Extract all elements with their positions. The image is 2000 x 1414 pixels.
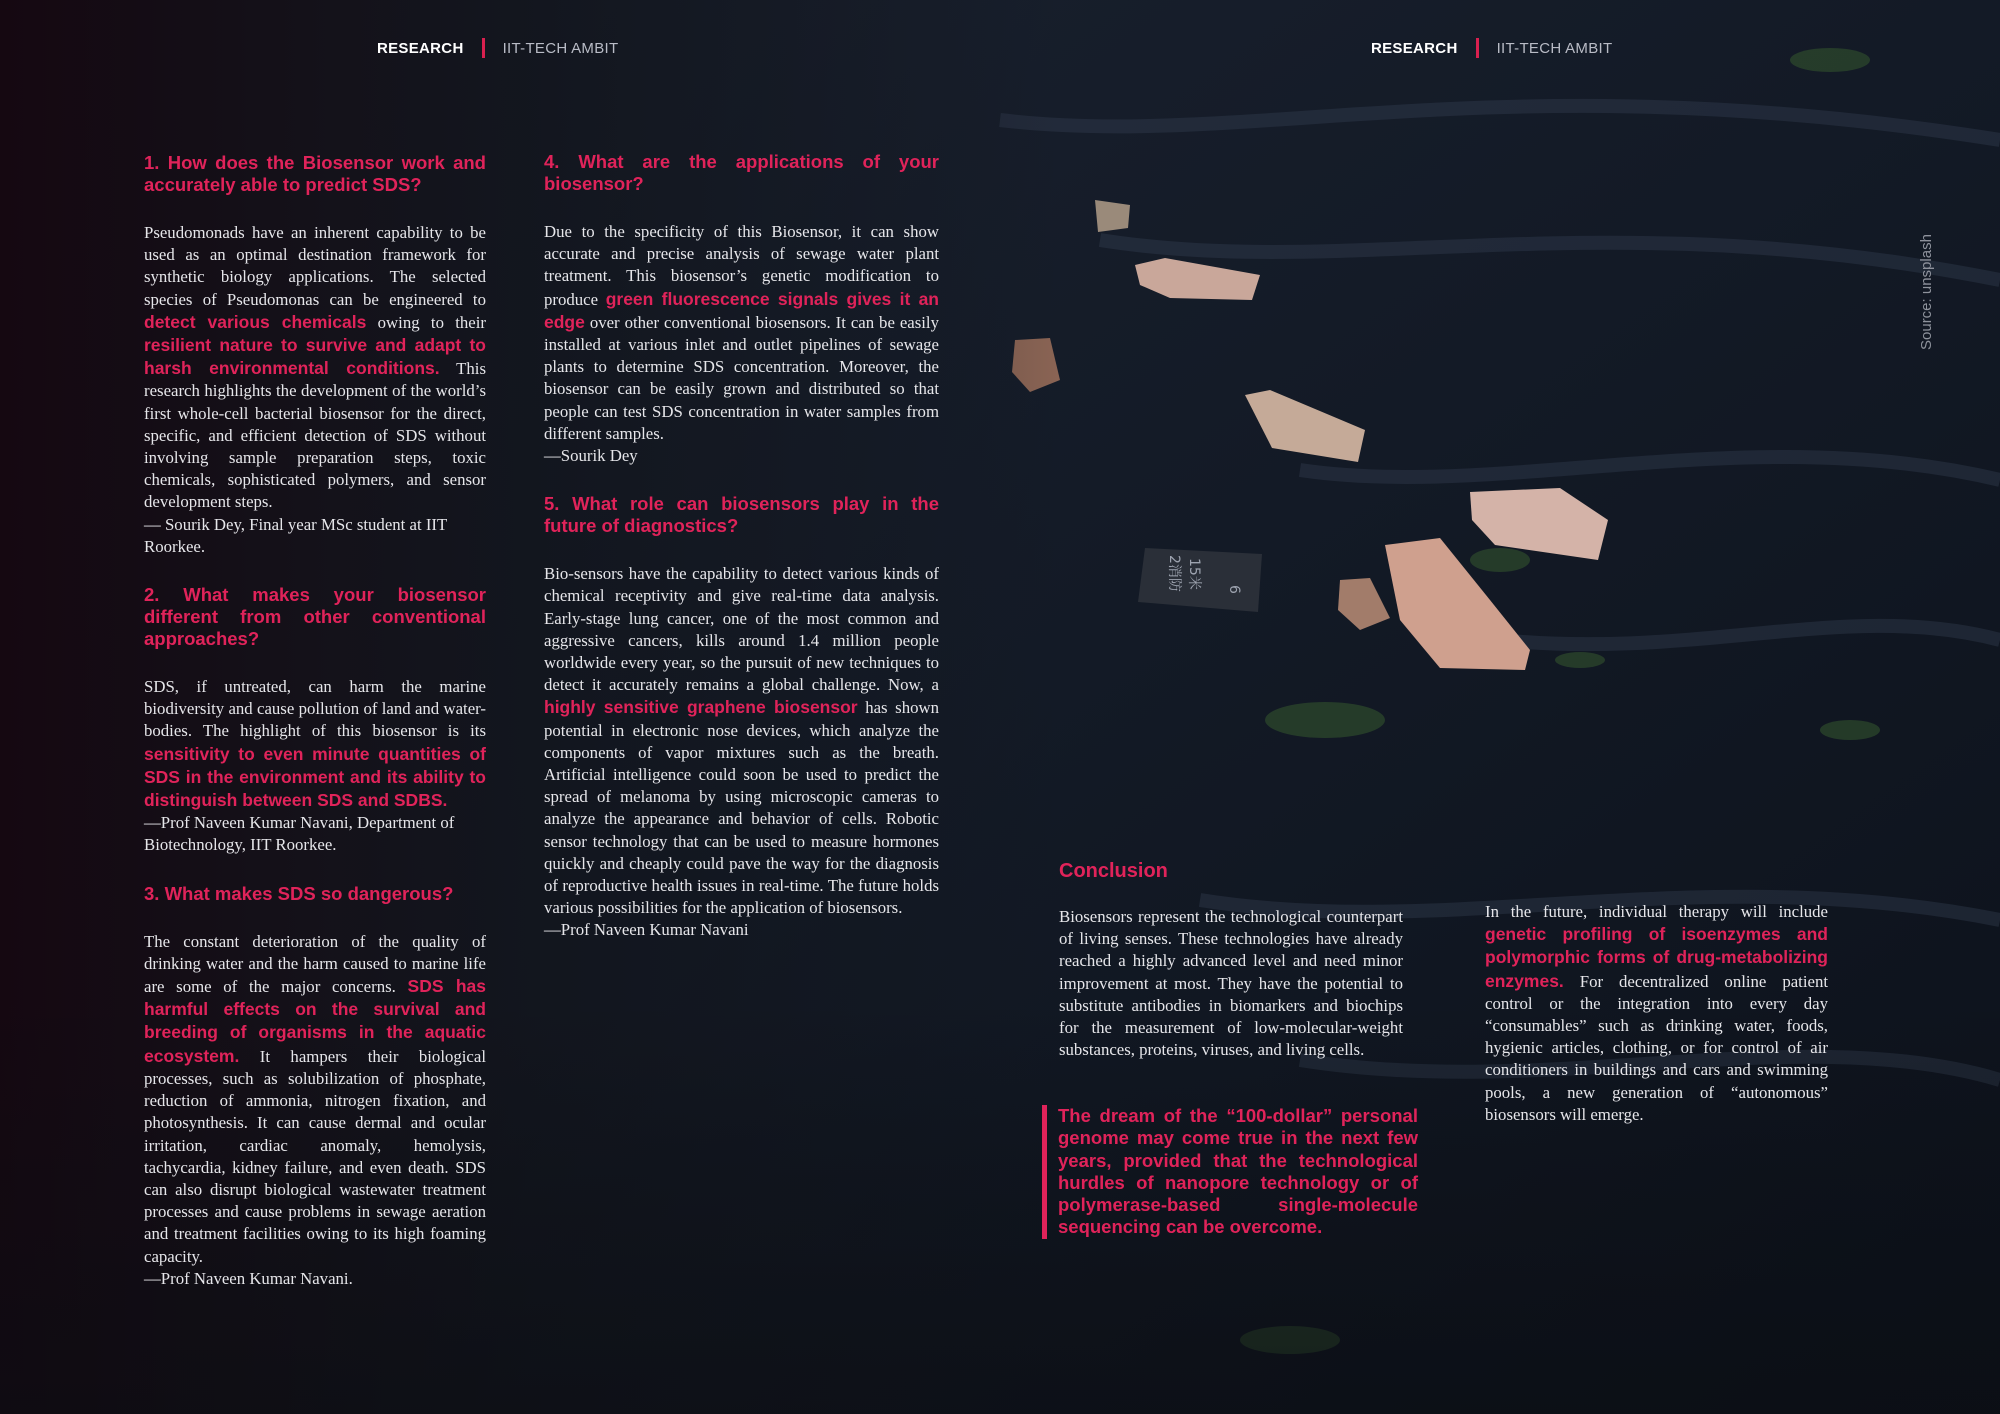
attribution: —Prof Naveen Kumar Navani, Department of Biotechnology, IIT Roorkee. (144, 813, 455, 855)
answer-4: Due to the specificity of this Biosensor, it can show accurate and precise analysis of sewage water plant treatment. This biosensor’s genetic modification to produce green fluorescence signals gives it an edge over other conventional biosensors. It can be easily installed at various inlet and outlet pipelines of sewage plants to determine SDS concentration. Moreover, the biosensor can be easily grown and distributed so that people can test SDS concentration in water samples from different samples. —Sourik Dey (544, 221, 939, 467)
sign-line1: 15米 (1186, 558, 1202, 590)
section-label: RESEARCH (1371, 39, 1458, 57)
attribution: — Sourik Dey, Final year MSc student at IIT Roorkee. (144, 514, 447, 556)
attribution: —Prof Naveen Kumar Navani. (144, 1268, 353, 1288)
sign-line2: 2消防 (1166, 555, 1182, 592)
magazine-name: IIT-TECH AMBIT (502, 39, 619, 57)
highlight: highly sensitive graphene biosensor (544, 697, 858, 718)
highlight: resilient nature to survive and adapt to harsh environmental conditions. (144, 335, 486, 379)
sign-number: 6 (1226, 585, 1242, 594)
magazine-name: IIT-TECH AMBIT (1496, 39, 1613, 57)
highlight: SDS has harmful effects on the survival and breeding of organisms in the aquatic ecosystem. (144, 976, 487, 1066)
attribution: —Sourik Dey (544, 446, 638, 466)
attribution: —Prof Naveen Kumar Navani (544, 920, 749, 940)
answer-5: Bio-sensors have the capability to detect various kinds of chemical receptivity and give real-time data analysis. Early-stage lung cancer, one of the most common and aggressive cancers, kills around 1.4 million people worldwide every year, so the pursuit of new techniques to detect it accurately remains a global challenge. Now, a highly sensitive graphene biosensor has shown potential in electronic nose devices, which analyze the components of vapor mixtures such as the breath. Artificial intelligence could soon be used to predict the spread of melanoma by using microscopic cameras to analyze the appearance and behavior of cells. Robotic sensor technology that can be used to measure hormones quickly and cheaply could pave the way for the diagnosis of reproductive health issues in real-time. The future holds various possibilities for the application of biosensors. —Prof Naveen Kumar Navani (544, 563, 939, 941)
conclusion-column-2 (1485, 901, 1828, 1126)
question-3-heading: 3. What makes SDS so dangerous? (144, 882, 454, 904)
highlight: green fluorescence signals gives it an edge (544, 288, 939, 332)
photo-credit: Source: unsplash (1918, 234, 1935, 350)
highlight: sensitivity to even minute quantities of SDS in the environment and its ability to distinguish between SDS and SDBS. (144, 743, 486, 811)
question-1-heading: 1. How does the Biosensor work and accurately able to predict SDS? (144, 152, 486, 195)
question-4-heading: 4. What are the applications of your biosensor? (544, 151, 939, 194)
section-label: RESEARCH (377, 39, 464, 57)
highlight: genetic profiling of isoenzymes and polymorphic forms of drug-metabolizing enzymes. (1485, 924, 1828, 991)
conclusion-paragraph-2: In the future, individual therapy will include genetic profiling of isoenzymes and polymorphic forms of drug-metabolizing enzymes. For decentralized online patient control or the integration into every day “consumables” such as drinking water, foods, hygienic articles, clothing, or for control of air conditioners in buildings and cars and swimming pools, a new generation of “autonomous” biosensors will emerge. (1485, 902, 1828, 1124)
page-header-left (377, 37, 618, 59)
highlight: detect various chemicals (144, 311, 367, 332)
header-divider (482, 38, 485, 58)
answer-2: SDS, if untreated, can harm the marine biodiversity and cause pollution of land and water-bodies. The highlight of this biosensor is its sensitivity to even minute quantities of SDS in the environment and its ability to distinguish between SDS and SDBS. —Prof Naveen Kumar Navani, Department of Biotechnology, IIT Roorkee. (144, 676, 486, 857)
answer-3: The constant deterioration of the quality of drinking water and the harm caused to marine life are some of the major concerns. SDS has harmful effects on the survival and breeding of organisms in the aquatic ecosystem. It hampers their biological processes, such as solubilization of phosphate, reduction of ammonia, nitrogen fixation, and photosynthesis. It can cause dermal and ocular irritation, cardiac anomaly, hemolysis, tachycardia, kidney failure, and even death. SDS can also disrupt biological wastewater treatment processes and cause problems in sewage aeration and treatment facilities owing to its high foaming capacity. —Prof Naveen Kumar Navani. (144, 931, 486, 1290)
answer-1: Pseudomonads have an inherent capability to be used as an optimal destination framework for synthetic biology applications. The selected species of Pseudomonas can be engineered to detect various chemicals owing to their resilient nature to survive and adapt to harsh environmental conditions. This research highlights the development of the world’s first whole-cell bacterial biosensor for the direct, specific, and efficient detection of SDS without involving sample preparation steps, toxic chemicals, sophisticated polymers, and sensor development steps. — Sourik Dey, Final year MSc student at IIT Roorkee. (144, 222, 486, 558)
column-1 (144, 152, 486, 1290)
column-2 (544, 151, 939, 942)
conclusion-paragraph: Biosensors represent the technological counterpart of living senses. These technologies have already reached a highly advanced level and need minor improvement at most. They have the potential to substitute antibodies in biomarkers and biochips for the measurement of low-molecular-weight substances, proteins, viruses, and living cells. (1059, 907, 1403, 1060)
question-5-heading: 5. What role can biosensors play in the future of diagnostics? (544, 493, 939, 537)
conclusion-section (1059, 860, 1403, 1061)
conclusion-heading: Conclusion (1059, 860, 1168, 882)
pull-quote: The dream of the “100-dollar” personal genome may come true in the next few years, provided that the technological hurdles of nanopore technology or of polymerase-based single-molecule sequencing can be overcome. (1042, 1105, 1418, 1239)
header-divider (1476, 38, 1479, 58)
page-header-right (1371, 37, 1612, 59)
question-2-heading: 2. What makes your biosensor different from other conventional approaches? (144, 584, 486, 650)
